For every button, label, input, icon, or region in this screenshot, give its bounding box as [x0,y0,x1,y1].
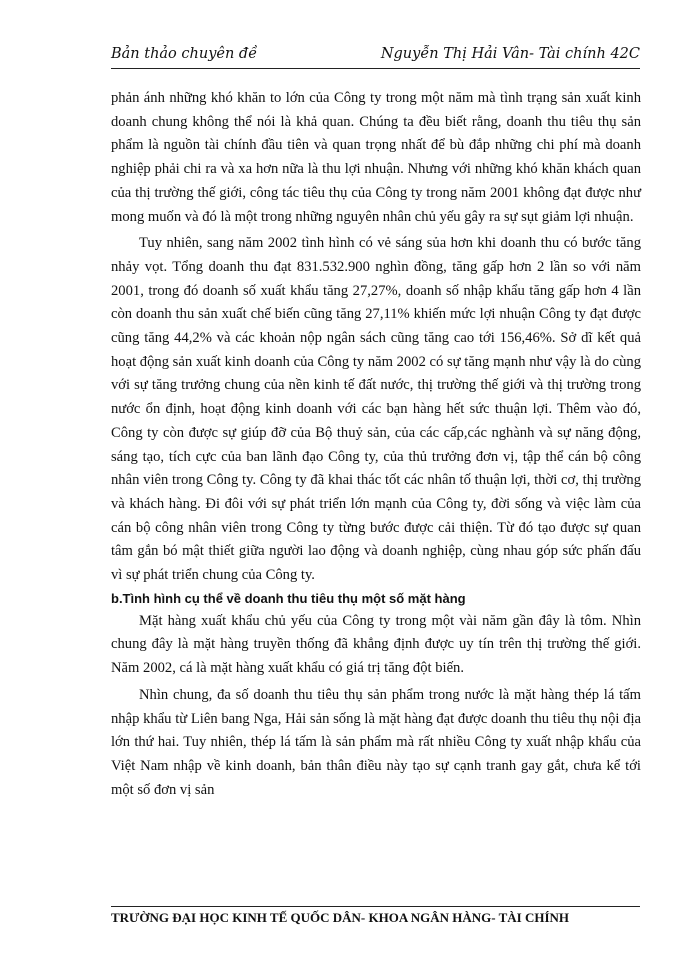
paragraph-4: Nhìn chung, đa số doanh thu tiêu thụ sản phẩm trong nước là mặt hàng thép lá tấm nhập khẩu từ Liên bang Nga, Hải sản sống là mặt hàng đạt được doanh thu tiêu thụ nội địa lớn thứ hai. Tuy nhiên, thép lá tấm là sản phẩm mà rất nhiều Công ty xuất nhập khẩu của Việt Nam nhập về kinh doanh, bản thân điều này tạo sự cạnh tranh gay gắt, chưa kể tới một số đơn vị sản [111,686,641,798]
page-header [111,42,640,69]
paragraph-2: Tuy nhiên, sang năm 2002 tình hình có vẻ sáng sủa hơn khi doanh thu có bước tăng nhảy vọt. Tổng doanh thu đạt 831.532.900 nghìn đồng, tăng gấp hơn 2 lần so với năm 2001, trong đó doanh số xuất khẩu tăng 27,27%, doanh số nhập khẩu tăng gấp hơn 4 lần còn doanh thu sản xuất chế biến cũng tăng 27,11% khiến mức lợi nhuận Công ty đạt được cũng tăng 44,2% và các khoản nộp ngân sách cũng tăng cao tới 156,46%. Sở dĩ kết quả hoạt động sản xuất kinh doanh của Công ty năm 2002 có sự tăng mạnh như vậy là do cùng với sự tăng trưởng chung của nền kinh tế đất nước, thị trường thế giới và thị trường trong nước ổn định, hoạt động kinh doanh với các bạn hàng hết sức thuận lợi. Thêm vào đó, Công ty còn được sự giúp đỡ của Bộ thuỷ sản, của các cấp,các nghành và sự năng động, sáng tạo, tích cực của ban lãnh đạo Công ty, của thủ trưởng đơn vị, tập thể cán bộ công nhân viên trong Công ty. Công ty đã khai thác tốt các nhân tố thuận lợi, thời cơ, thị trường và khách hàng. Đi đôi với sự phát triển lớn mạnh của Công ty, đời sống và việc làm của cán bộ công nhân viên trong Công ty từng bước được cải thiện. Từ đó tạo được sự quan tâm gắn bó mật thiết giữa người lao động và doanh nghiệp, cùng nhau góp sức phấn đấu vì sự phát triển chung của Công ty. [111,235,641,584]
document-title: Bản thảo chuyên đề [111,46,258,62]
paragraph-1: phản ánh những khó khăn to lớn của Công ty trong một năm mà tình trạng sản xuất kinh doanh chung không thể nói là khả quan. Chúng ta đều biết rằng, doanh thu tiêu thụ sản phẩm là nguồn tài chính đầu tiên và quan trọng nhất để bù đắp những chi phí mà doanh nghiệp phải chi ra và xa hơn nữa là thu lợi nhuận. Nhưng với những khó khăn khách quan của thị trường thế giới, công tác tiêu thụ của Công ty trong năm 2001 không đạt được như mong muốn và đó là một trong những nguyên nhân chủ yếu gây ra sự sụt giảm lợi nhuận. [111,90,641,225]
document-body [111,87,641,802]
paragraph-3: Mặt hàng xuất khẩu chủ yếu của Công ty trong một vài năm gần đây là tôm. Nhìn chung đây là mặt hàng truyền thống đã khẳng định được uy tín trên thị trường thế giới. Năm 2002, cá là mặt hàng xuất khẩu có giá trị tăng đột biến. [111,612,641,677]
section-heading: b.Tình hình cụ thể về doanh thu tiêu thụ một số mặt hàng [111,590,466,606]
page-footer: TRƯỜNG ĐẠI HỌC KINH TẾ QUỐC DÂN- KHOA NGÂN HÀNG- TÀI CHÍNH [111,906,640,931]
author-class: Nguyễn Thị Hải Vân- Tài chính 42C [380,46,640,62]
